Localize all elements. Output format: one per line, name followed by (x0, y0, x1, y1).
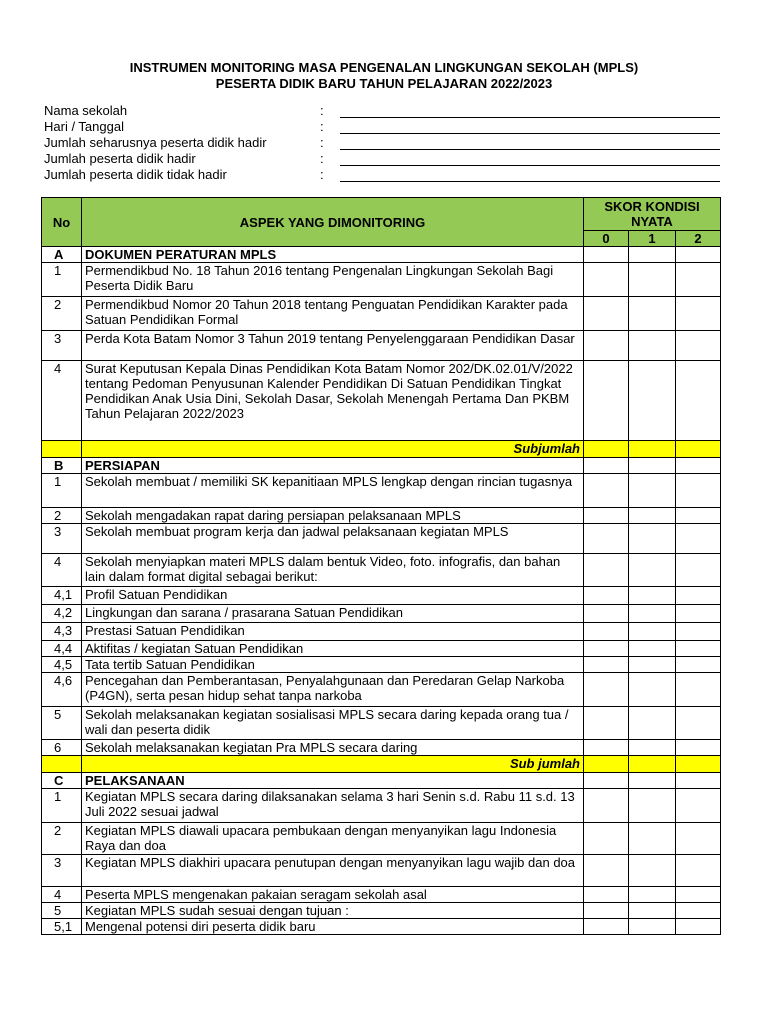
score-cell-2[interactable] (676, 587, 721, 605)
info-row-hari-tanggal (44, 119, 724, 135)
info-colon: : (320, 167, 324, 182)
row-number: C (42, 773, 82, 789)
section-row (42, 458, 721, 474)
score-cell-0[interactable] (584, 773, 629, 789)
score-cell-2[interactable] (676, 919, 721, 935)
score-cell-0[interactable] (584, 508, 629, 524)
info-label: Jumlah seharusnya peserta didik hadir (44, 135, 267, 150)
table-row (42, 361, 721, 441)
score-cell-2[interactable] (676, 331, 721, 361)
score-cell-2[interactable] (676, 623, 721, 641)
score-cell-2[interactable] (676, 707, 721, 740)
score-cell-1[interactable] (629, 855, 676, 887)
score-cell-1[interactable] (629, 887, 676, 903)
score-cell-1[interactable] (629, 641, 676, 657)
table-row (42, 641, 721, 657)
score-cell-0[interactable] (584, 263, 629, 297)
score-cell-2[interactable] (676, 756, 721, 773)
score-cell-2[interactable] (676, 773, 721, 789)
score-cell-0[interactable] (584, 331, 629, 361)
header-no: No (42, 198, 82, 247)
table-row (42, 673, 721, 707)
score-cell-2[interactable] (676, 903, 721, 919)
score-cell-0[interactable] (584, 823, 629, 855)
aspect-text: Sekolah melaksanakan kegiatan sosialisasi MPLS secara daring kepada orang tua / wali dan peserta didik (82, 707, 584, 740)
table-row (42, 263, 721, 297)
info-colon: : (320, 135, 324, 150)
score-cell-0[interactable] (584, 554, 629, 587)
row-number: 1 (42, 789, 82, 823)
score-cell-0[interactable] (584, 361, 629, 441)
header-score-2: 2 (676, 231, 721, 247)
aspect-text: Lingkungan dan sarana / prasarana Satuan Pendidikan (82, 605, 584, 623)
row-number: 3 (42, 331, 82, 361)
score-cell-1[interactable] (629, 458, 676, 474)
table-row (42, 474, 721, 508)
table-row (42, 707, 721, 740)
score-cell-0[interactable] (584, 740, 629, 756)
table-row (42, 554, 721, 587)
row-number: B (42, 458, 82, 474)
score-cell-2[interactable] (676, 263, 721, 297)
score-cell-2[interactable] (676, 605, 721, 623)
document-title-line-1: INSTRUMEN MONITORING MASA PENGENALAN LINGKUNGAN SEKOLAH (MPLS) (129, 60, 639, 75)
info-colon: : (320, 103, 324, 118)
fill-in-line[interactable] (340, 117, 720, 118)
aspect-text: Mengenal potensi diri peserta didik baru (82, 919, 584, 935)
row-number: 2 (42, 297, 82, 331)
info-label: Jumlah peserta didik tidak hadir (44, 167, 227, 182)
aspect-text: Kegiatan MPLS sudah sesuai dengan tujuan : (82, 903, 584, 919)
score-cell-0[interactable] (584, 587, 629, 605)
info-colon: : (320, 151, 324, 166)
score-cell-0[interactable] (584, 903, 629, 919)
aspect-text: Sekolah membuat / memiliki SK kepanitiaan MPLS lengkap dengan rincian tugasnya (82, 474, 584, 508)
info-row-jumlah-seharusnya (44, 135, 724, 151)
table-row (42, 297, 721, 331)
table-row (42, 587, 721, 605)
score-cell-2[interactable] (676, 247, 721, 263)
row-number: 2 (42, 823, 82, 855)
score-cell-0[interactable] (584, 297, 629, 331)
aspect-text: Permendikbud No. 18 Tahun 2016 tentang Pengenalan Lingkungan Sekolah Bagi Peserta Didik Baru (82, 263, 584, 297)
score-cell-1[interactable] (629, 673, 676, 707)
score-cell-2[interactable] (676, 524, 721, 554)
table-row (42, 823, 721, 855)
info-row-nama-sekolah (44, 103, 724, 119)
score-cell-2[interactable] (676, 740, 721, 756)
aspect-text: Kegiatan MPLS secara daring dilaksanakan selama 3 hari Senin s.d. Rabu 11 s.d. 13 Juli 2022 sesuai jadwal (82, 789, 584, 823)
row-number: 4,4 (42, 641, 82, 657)
aspect-text: Sekolah menyiapkan materi MPLS dalam bentuk Video, foto. infografis, dan bahan lain dalam format digital sebagai berikut: (82, 554, 584, 587)
row-number: 4,3 (42, 623, 82, 641)
score-cell-1[interactable] (629, 297, 676, 331)
row-number: 2 (42, 508, 82, 524)
row-number: 3 (42, 855, 82, 887)
row-number: 4,2 (42, 605, 82, 623)
score-cell-0[interactable] (584, 887, 629, 903)
aspect-text: Pencegahan dan Pemberantasan, Penyalahgunaan dan Peredaran Gelap Narkoba (P4GN), serta pesan hidup sehat tanpa narkoba (82, 673, 584, 707)
info-fields (44, 103, 724, 183)
score-cell-0[interactable] (584, 641, 629, 657)
score-cell-0[interactable] (584, 605, 629, 623)
score-cell-2[interactable] (676, 508, 721, 524)
section-title: PELAKSANAAN (82, 773, 584, 789)
score-cell-0[interactable] (584, 707, 629, 740)
row-number: 6 (42, 740, 82, 756)
table-row (42, 623, 721, 641)
score-cell-1[interactable] (629, 605, 676, 623)
row-number: 4 (42, 554, 82, 587)
subtotal-row (42, 441, 721, 458)
info-colon: : (320, 119, 324, 134)
score-cell-1[interactable] (629, 903, 676, 919)
score-cell-2[interactable] (676, 474, 721, 508)
table-row (42, 789, 721, 823)
fill-in-line[interactable] (340, 149, 720, 150)
score-cell-2[interactable] (676, 441, 721, 458)
score-cell-1[interactable] (629, 247, 676, 263)
header-aspek: ASPEK YANG DIMONITORING (82, 198, 584, 247)
info-label: Nama sekolah (44, 103, 128, 118)
table-row (42, 740, 721, 756)
score-cell-1[interactable] (629, 773, 676, 789)
score-cell-0[interactable] (584, 657, 629, 673)
aspect-text: Sekolah melaksanakan kegiatan Pra MPLS secara daring (82, 740, 584, 756)
table-row (42, 855, 721, 887)
document-title-line-2: PESERTA DIDIK BARU TAHUN PELAJARAN 2022/2023 (215, 76, 553, 91)
score-cell-1[interactable] (629, 756, 676, 773)
subtotal-label: Subjumlah (82, 441, 584, 458)
aspect-text: Peserta MPLS mengenakan pakaian seragam sekolah asal (82, 887, 584, 903)
row-number: 4,6 (42, 673, 82, 707)
table-row (42, 524, 721, 554)
info-label: Jumlah peserta didik hadir (44, 151, 196, 166)
table-row (42, 508, 721, 524)
score-cell-1[interactable] (629, 508, 676, 524)
row-number: 5 (42, 903, 82, 919)
aspect-text: Sekolah membuat program kerja dan jadwal pelaksanaan kegiatan MPLS (82, 524, 584, 554)
fill-in-line[interactable] (340, 181, 720, 182)
row-number: 1 (42, 474, 82, 508)
score-cell-2[interactable] (676, 458, 721, 474)
aspect-text: Kegiatan MPLS diakhiri upacara penutupan dengan menyanyikan lagu wajib dan doa (82, 855, 584, 887)
score-cell-1[interactable] (629, 554, 676, 587)
score-cell-0[interactable] (584, 458, 629, 474)
row-number: 3 (42, 524, 82, 554)
subtotal-row (42, 756, 721, 773)
score-cell-2[interactable] (676, 554, 721, 587)
monitoring-table (41, 197, 721, 935)
score-cell-1[interactable] (629, 707, 676, 740)
score-cell-0[interactable] (584, 919, 629, 935)
aspect-text: Sekolah mengadakan rapat daring persiapan pelaksanaan MPLS (82, 508, 584, 524)
score-cell-1[interactable] (629, 441, 676, 458)
score-cell-0[interactable] (584, 855, 629, 887)
row-number: 5 (42, 707, 82, 740)
fill-in-line[interactable] (340, 133, 720, 134)
aspect-text: Profil Satuan Pendidikan (82, 587, 584, 605)
row-number: 5,1 (42, 919, 82, 935)
score-cell-0[interactable] (584, 673, 629, 707)
score-cell-2[interactable] (676, 887, 721, 903)
aspect-text: Aktifitas / kegiatan Satuan Pendidikan (82, 641, 584, 657)
section-row (42, 247, 721, 263)
aspect-text: Permendikbud Nomor 20 Tahun 2018 tentang Penguatan Pendidikan Karakter pada Satuan Pendidikan Formal (82, 297, 584, 331)
aspect-text: Tata tertib Satuan Pendidikan (82, 657, 584, 673)
score-cell-0[interactable] (584, 441, 629, 458)
score-cell-1[interactable] (629, 740, 676, 756)
row-number (42, 441, 82, 458)
score-cell-0[interactable] (584, 524, 629, 554)
score-cell-1[interactable] (629, 789, 676, 823)
table-body (42, 247, 721, 935)
row-number (42, 756, 82, 773)
fill-in-line[interactable] (340, 165, 720, 166)
row-number: 4 (42, 887, 82, 903)
score-cell-1[interactable] (629, 623, 676, 641)
score-cell-1[interactable] (629, 524, 676, 554)
row-number: 4 (42, 361, 82, 441)
aspect-text: Surat Keputusan Kepala Dinas Pendidikan Kota Batam Nomor 202/DK.02.01/V/2022 tentang Pedoman Penyusunan Kalender Pendidikan Di Satuan Pendidikan Tingkat Pendidikan Anak Usia Dini, Sekolah Dasar, Sekolah Menengah Pertama Dan PKBM Tahun Pelajaran 2022/2023 (82, 361, 584, 441)
score-cell-0[interactable] (584, 756, 629, 773)
score-cell-1[interactable] (629, 361, 676, 441)
section-row (42, 773, 721, 789)
info-row-jumlah-hadir (44, 151, 724, 167)
score-cell-1[interactable] (629, 823, 676, 855)
score-cell-2[interactable] (676, 823, 721, 855)
score-cell-2[interactable] (676, 297, 721, 331)
info-row-jumlah-tidak-hadir (44, 167, 724, 183)
score-cell-0[interactable] (584, 247, 629, 263)
score-cell-1[interactable] (629, 263, 676, 297)
aspect-text: Kegiatan MPLS diawali upacara pembukaan dengan menyanyikan lagu Indonesia Raya dan doa (82, 823, 584, 855)
score-cell-1[interactable] (629, 587, 676, 605)
table-row (42, 887, 721, 903)
score-cell-0[interactable] (584, 789, 629, 823)
subtotal-label: Sub jumlah (82, 756, 584, 773)
score-cell-2[interactable] (676, 673, 721, 707)
score-cell-0[interactable] (584, 474, 629, 508)
score-cell-1[interactable] (629, 474, 676, 508)
score-cell-1[interactable] (629, 331, 676, 361)
score-cell-2[interactable] (676, 641, 721, 657)
section-title: DOKUMEN PERATURAN MPLS (82, 247, 584, 263)
section-title: PERSIAPAN (82, 458, 584, 474)
score-cell-1[interactable] (629, 919, 676, 935)
aspect-text: Perda Kota Batam Nomor 3 Tahun 2019 tentang Penyelenggaraan Pendidikan Dasar (82, 331, 584, 361)
row-number: A (42, 247, 82, 263)
table-row (42, 903, 721, 919)
table-row (42, 331, 721, 361)
table-row (42, 657, 721, 673)
row-number: 4,5 (42, 657, 82, 673)
header-skor: SKOR KONDISI NYATA (584, 198, 721, 231)
header-score-1: 1 (629, 231, 676, 247)
score-cell-2[interactable] (676, 657, 721, 673)
header-score-0: 0 (584, 231, 629, 247)
score-cell-2[interactable] (676, 789, 721, 823)
score-cell-1[interactable] (629, 657, 676, 673)
row-number: 1 (42, 263, 82, 297)
info-label: Hari / Tanggal (44, 119, 124, 134)
row-number: 4,1 (42, 587, 82, 605)
score-cell-2[interactable] (676, 855, 721, 887)
table-row (42, 919, 721, 935)
aspect-text: Prestasi Satuan Pendidikan (82, 623, 584, 641)
table-row (42, 605, 721, 623)
score-cell-2[interactable] (676, 361, 721, 441)
score-cell-0[interactable] (584, 623, 629, 641)
